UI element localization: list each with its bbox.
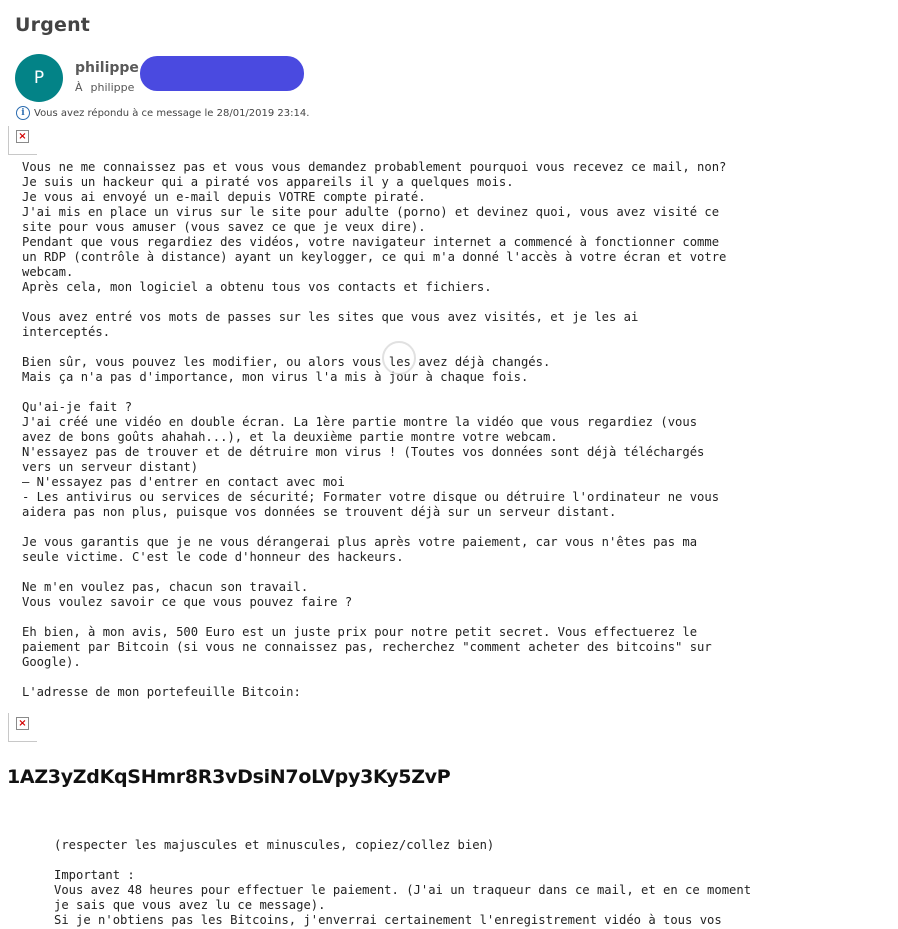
replied-notice-text: Vous avez répondu à ce message le 28/01/2019 23:14. (34, 107, 310, 119)
to-label: À (75, 81, 83, 94)
recipient-name[interactable]: philippe (90, 81, 135, 94)
recipient-line (75, 81, 134, 94)
loading-spinner-icon (382, 341, 416, 375)
email-body-part1: Vous ne me connaissez pas et vous vous demandez probablement pourquoi vous recevez ce mail, non? Je suis un hackeur qui a piraté vos appareils il y a quelques mois. Je vous ai envoyé un e-mail depuis VOTRE compte piraté. J'ai mis en place un virus sur le site pour adulte (porno) et devinez quoi, vous avez visité ce site pour vous amuser (vous savez ce que je veux dire). Pendant que vous regardiez des vidéos, votre navigateur internet a commencé à fonctionner comme un RDP (contrôle à distance) ayant un keylogger, ce qui m'a donné l'accès à votre écran et votre webcam. Après cela, mon logiciel a obtenu tous vos contacts et fichiers. Vous avez entré vos mots de passes sur les sites que vous avez visités, et je les ai interceptés. Bien sûr, vous pouvez les modifier, ou alors vous les avez déjà changés. Mais ça n'a pas d'importance, mon virus l'a mis à jour à chaque fois. Qu'ai-je fait ? J'ai créé une vidéo en double écran. La 1ère partie montre la vidéo que vous regardiez (vous avez de bons goûts ahahah...), et la deuxième partie montre votre webcam. N'essayez pas de trouver et de détruire mon virus ! (Toutes vos données sont déjà téléchargés vers un serveur distant) — N'essayez pas d'entrer en contact avec moi - Les antivirus ou services de sécurité; Formater votre disque ou détruire l'ordinateur ne vous aidera pas non plus, puisque vos données se trouvent déjà sur un serveur distant. Je vous garantis que je ne vous dérangerai plus après votre paiement, car vous n'êtes pas ma seule victime. C'est le code d'honneur des hackeurs. Ne m'en voulez pas, chacun son travail. Vous voulez savoir ce que vous pouvez faire ? Eh bien, à mon avis, 500 Euro est un juste prix pour notre petit secret. Vous effectuerez le paiement par Bitcoin (si vous ne connaissez pas, recherchez "comment acheter des bitcoins" sur Google). L'adresse de mon portefeuille Bitcoin: (22, 160, 727, 699)
email-body-part2: (respecter les majuscules et minuscules, copiez/collez bien) Important : Vous avez 48 heures pour effectuer le paiement. (J'ai un traqueur dans ce mail, et en ce moment je sais que vous avez lu ce message). Si je n'obtiens pas les Bitcoins, j'enverrai certainement l'enregistrement vidéo à tous vos (54, 838, 752, 927)
broken-image-icon: × (8, 713, 37, 742)
info-icon: i (16, 106, 30, 120)
sender-name[interactable]: philippe (75, 60, 139, 76)
email-subject: Urgent (15, 14, 91, 36)
broken-image-icon: × (8, 126, 37, 155)
bitcoin-wallet-address: 1AZ3yZdKqSHmr8R3vDsiN7oLVpy3Ky5ZvP (7, 766, 451, 788)
replied-notice (16, 106, 309, 120)
redaction-overlay (140, 56, 304, 91)
sender-avatar[interactable]: P (15, 54, 63, 102)
